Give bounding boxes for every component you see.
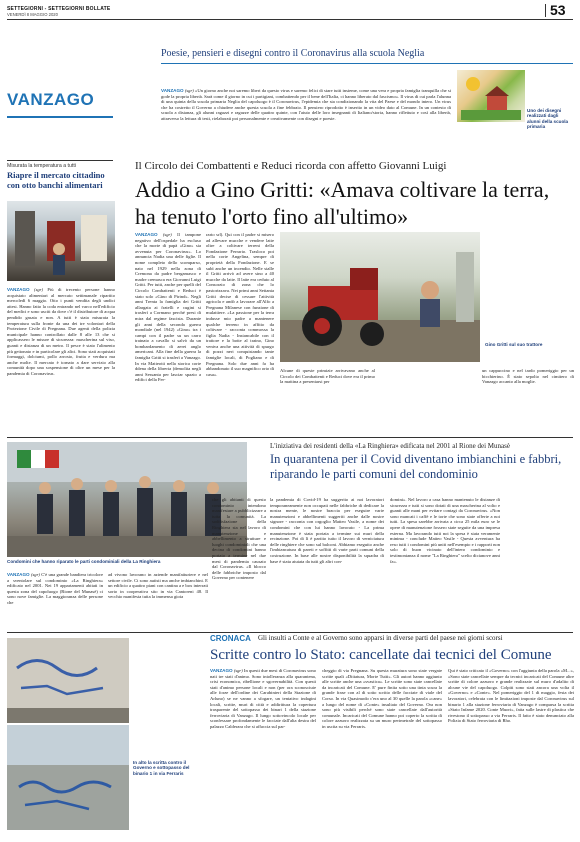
article5-top-rule xyxy=(7,632,573,633)
graffiti-photo-top xyxy=(7,638,129,723)
masthead: SETTEGIORNI - SETTEGIORNI BOLLATE xyxy=(7,6,111,12)
article5-col2: cheggio di via Pregnana. Su questa muratura sono state vergate scritte quali «Dittatura, Morte Tutti». Gli autori hanno aggiunto alle scritte anche una «svastica». Le scritte sono state cancellate da incaricati del Comune. E' pure finita sotto una tinta scura la grande frase con al di sotto scritto delle facciate di viale del Corso. In via Quasimodo c'era uno al 30 quelle la parola «cane» a lungo del nome di «Conte» insultato del Governo. Ora non sono più visibili perché sono state cancellate dall'autorità comunale. Incaricati del Comune hanno poi coperto la scritta di colore azzurro realizzata su un muro perimetrale del sottopasso in uscita su via Ferraris. xyxy=(322,668,442,729)
article4-col2: ad vivono lavorano in aziende manifatturiere e nel settore civile. Ci sono autisti ma anche imbianchini. E un edificio a quattro piani con cantina a e box interrati sorto in cooperativa sito in via Cantoreni 48. Il vecchio manifesta tutta la immensa gioia xyxy=(108,572,208,600)
article5-col3: Qui è stato criticato il «Governo» con l'aggiunta della parola «M...», «Sono state cancellate sempre da tecnici incaricati del Comune altre scritte di colore azzurro e grande realizzate sul muro d'adalito di alcune vie del capoluogo. Colpiti sono stati ancora una volta il «Governo» e «Conte». Nel pomeriggio del 1 di maggio, festa dei lavoratori, celebrata con le limitazioni imposte dal Coronavirus sul binario 1 alla stazione ferroviaria di Vanzago è comparsa la scritta «Stato Infame 2020. Conte Muori», fatta sulle lastre di plastica che rivestono il sottopasso a via Ferraris. Il fatto è stato denunciato alla Polizia di Stato ferroviaria di Rho. xyxy=(448,668,574,724)
graffiti-photo-bottom xyxy=(7,725,129,830)
article4-col3: che gli abitanti di questo condominio intendono manifestare a pubblicizzare a tutta la comunità. La soddisfazione della Ringhiera sta nel lavoro di manutenzione e abbellimento a strutture e luoghi condominiali che una decina di condomini hanno portato a termine nel due mesi di pandemia causato dal Coronavirus. «Il blocco delle fabbriche imposto dal Governo per contenere xyxy=(212,497,266,581)
article5-kicker: Gli insulti a Conte e al Governo sono apparsi in diverse parti del paese nei giorni scorsi xyxy=(258,634,503,642)
article2-kicker: Misurata la temperatura a tutti xyxy=(7,163,76,169)
article4-title: In quarantena per il Covid diventano imbianchini e fabbri, riparando le parti comuni del condominio xyxy=(270,452,562,481)
article1-body: VANZAGO (sgr) «Un giorno anche noi saremo liberi da questo virus e saremo felici di stare tutti insieme, come una vera e propria famiglia tranquilla che si gode la propria libertà. Sarà come il giorno in cui i partigiani, combattendo per il bene dell'Italia, ci hanno liberato dal fascismo». Il virus di cui parla l'alunna di una quinta della scuola primaria Neglia del capoluogo è il Coronavirus, l'epidemia che sta condizionando la vita del Paese e del mondo intero. Un virus che ha costretto il Governo a chiudere anche questa scuola a fine febbraio. Il pensiero riprodotto è inserito in un video dato al Comune. In un contesto di scuola a distanza, gli alunni ragazzi e ragazze delle quattro quinte, con l'aiuto delle loro insegnanti di Italiano/storia, hanno riflettuto e così alla libertà, attraverso la lettura di testi, rielaborati poi personalmente e creativamente con disegni e poesie. xyxy=(161,88,451,121)
article4-kicker: L'iniziativa dei residenti della «La Ringhiera» edificata nel 2001 al Rione dei Munasè xyxy=(270,442,510,450)
article2-body: VANZAGO (sgr) Più di trecento persone hanno acquistato alimentari al mercato settimanale ripartito mercoledì 6 maggio. Otto i punti vendita degli undici attesi. Hanno fatto la coda entrando nel varco nell'edificio del medici e sono usciti da dove c'è il distributore di acqua pendido gasata e non. A tutti è stata misurata la temperatura sulla fronte da una dei tre volontari della Protezione Civile di Pregnana. Due agenti della polizia municipale hanno controllato dalle 8 alle 13 che si applicassero le misure di sicurezza: mascherina sul viso, guanti e distanza di un metro. Il pesce è stato l'alimento più gettonato e in particolare gli alici. Sono stati acquistati formaggi, dolciumi, pollo arrosto, frutta e verdura ma anche molte. Il mercato è tornato a dare servizio alla comunità dopo una sospensione di oltre un mese per la pandemia di Coronavirus. xyxy=(7,287,115,376)
town-label: VANZAGO xyxy=(7,90,95,109)
condominium-photo xyxy=(7,442,247,557)
article4-caption: Condomini che hanno riparato le parti condominiali della La Ringhiera xyxy=(7,559,161,564)
article1-caption: Uno dei disegni realizzati dagli alunni della scuola primaria xyxy=(527,108,569,130)
article4-top-rule xyxy=(7,437,573,438)
tractor-photo xyxy=(280,232,480,362)
article3-caption: Gino Gritti sul suo trattore xyxy=(485,342,543,347)
article3-col4: un cappuccino e nel tardo pomeriggio per un bicchierino. È stato sepolto nel cimitero di Vanzago accanto alla moglie. xyxy=(482,368,574,385)
article2-top-rule xyxy=(7,160,113,161)
header-divider xyxy=(545,4,546,17)
article3-col2: rario srl). Qui con il padre si misero ad allevare mucche e vendere latte oltre a coltivare terreni della Fondazione Ferrario. Trasloco poi nella corte Angelina, sempre di proprietà della Fondazione. E se subì anche un incendio. Nelle stalle il Gritti arrivò ad avere sino a 40 mucche da latte. Il latte era ceduto al Consorzio di zona che lo pastorizzava. Nei primi anni Settanta Gritti decise di cessare l'attività agricola e andò a lavorare all'Alfo a Pregnana Milanese con funzione di mulattiere. «La passione per la terra indusse mio padre a mantenere qualche terreno in affitto da coltivare - racconta commossa la figlia Nadia - Instancabile con il trattore e la botte al traino, Gino veniva anche una attività di spurgo di pozzi neri conquistando tante famiglie locali, di Pogliano e di Pregnana. Solo due anni fa ha abbandonato il suo magnifico orto di casa». xyxy=(206,232,274,377)
market-photo xyxy=(7,201,115,281)
article5-caption: In alto la scritta contro il Governo e sottopasso del binario 1 in via Ferraris xyxy=(133,760,190,776)
header-rule xyxy=(7,19,573,20)
article5-title: Scritte contro lo Stato: cancellate dai tecnici del Comune xyxy=(210,647,552,663)
article2-title: Riapre il mercato cittadino con otto banchi alimentari xyxy=(7,170,105,190)
article1-title: Poesie, pensieri e disegni contro il Coronavirus alla scuola Neglia xyxy=(161,48,425,59)
article4-col5: domini». Nel lavoro a casa hanno mantenuto le distanze di sicurezza e tutti si sono dotati di una mascherina al volto e guanti alle mani per evitare contagi da Coronavirus. «Non sono mancati i caffè e le torte che sono state offerte a noi tutti. La spesa sarebbe arrivata a circa 25 mila euro se le opere di manutenzione fossero state seguite da una impresa esterna. Ma lavorando tutti noi la spesa è stata veramente minima - conclude Matteo Vasile - Questa avventura ha reso tutti i condomini più uniti nell'esempio e i rapporti non solo di buon vicinato dell'intero condominio e testimonianza il nome "La Ringhiera" scelto dicianove anni fa». xyxy=(390,497,500,564)
article4-col1: VANZAGO (sgr) C'è una grande bandiera tricolore a sventolare sul condominio «La Ringhiera» edificato nel 2001. Nei 19 appartamenti abitati in questa zona del capoluogo (Rione del Munasè) ci sono nove famiglie. La maggioranza delle persone che xyxy=(7,572,103,605)
article3-col1: VANZAGO (sgr) Il tampone negativo dell'ospedale ha escluso che la morte di papà «Gino» sia avvenuta per Coronavirus». Lo annuncia Nadia una delle figlie. Il nome completo dello scomparso, nato nel 1929 nella zona di Cremona da padre bergamasco e madre cremasca era Giovanni Luigi Gritti. Per tutti, anche per quelli del Circolo Combattenti e Reduci è stato solo «Gino di Pirind». Negli anni Trenta la famiglia dei Gritti allargata ai fratelli e cugini si trasferì a Cormano perché presi di mira dal regime fascista. Durante gli anni della seconda guerra mondiale (nel 1942) «Gino» tra i campi con il padre su un carro trainato a cavallo si salvò da un bombardamento di aerei anglo americani. Alla fine della guerra la famiglia Gritti si trasferì a Vanzago. In via Matteotti nella storica corte ddena della libreria (demolita negli anni Sessanta per lasciar spazio a edifici della Fer- xyxy=(135,232,201,383)
article4-col4: la pandemia di Covid-19 ha suggerito ai noi lavoratori temporaneamente non occupati nelle fabbriche di dedicare la nostra mente, le nostre braccia per eseguire varie manutenzioni e abbellimenti suggeriti anche dalle nostre signore - racconta con orgoglio Matteo Vasile, a nome dei condomini che con lui hanno lavorato - La prima manutenzione è stata portata a termine sui muri della recinzione. Poi di lì è partito tutto il lavoro di verniciatura delle ringhiere che sono sul balconi. Abbiamo eseguito anche l'imbiancatura di pareti e soffitti di varie parti comuni della costruzione. In base alle nostre disponibilità la squadra di base è stata aiutata da tutti gli altri con- xyxy=(270,497,384,564)
article3-col3: Alcune di queste primizie arrivavano anche al Circolo dei Combattenti e Reduci dove era il primo la mattina a presentarsi per xyxy=(280,368,375,385)
article5-section-label: CRONACA xyxy=(210,634,251,643)
issue-date: VENERDÌ 8 MAGGIO 2020 xyxy=(7,12,58,17)
page-number: 53 xyxy=(550,2,566,18)
article3-title: Addio a Gino Gritti: «Amava coltivare la terra, ha tenuto l'orto fino all'ultimo» xyxy=(135,177,550,229)
town-underline xyxy=(7,116,113,118)
article1-rule xyxy=(161,63,573,64)
article3-kicker: Il Circolo dei Combattenti e Reduci ricorda con affetto Giovanni Luigi xyxy=(135,160,447,172)
article5-col1: VANZAGO (sgr) In questi due mesi di Coronavirus sono nati tre stati d'animo. Sono intolleranza alla quarantena, crisi economica, ribellione e sgovernabilità. Con questi stati d'animo persone locali e non (per ora sconosciute alle forze dell'ordine dei Carabinieri della Stazione di Arluno) se ne vanno a sfogare, un tentativo indagini locali, scritte, muri di città e addirittura la copertura trasparente del sottopasso dei binari 1 della stazione ferroviaria di Vanzago. Il lungo sottovincolo locale per sconfessare profondamente le facciate dall'alta destra del palazzo Calderara che si affaccia sul par- xyxy=(210,668,316,729)
children-drawing-photo xyxy=(457,70,525,122)
